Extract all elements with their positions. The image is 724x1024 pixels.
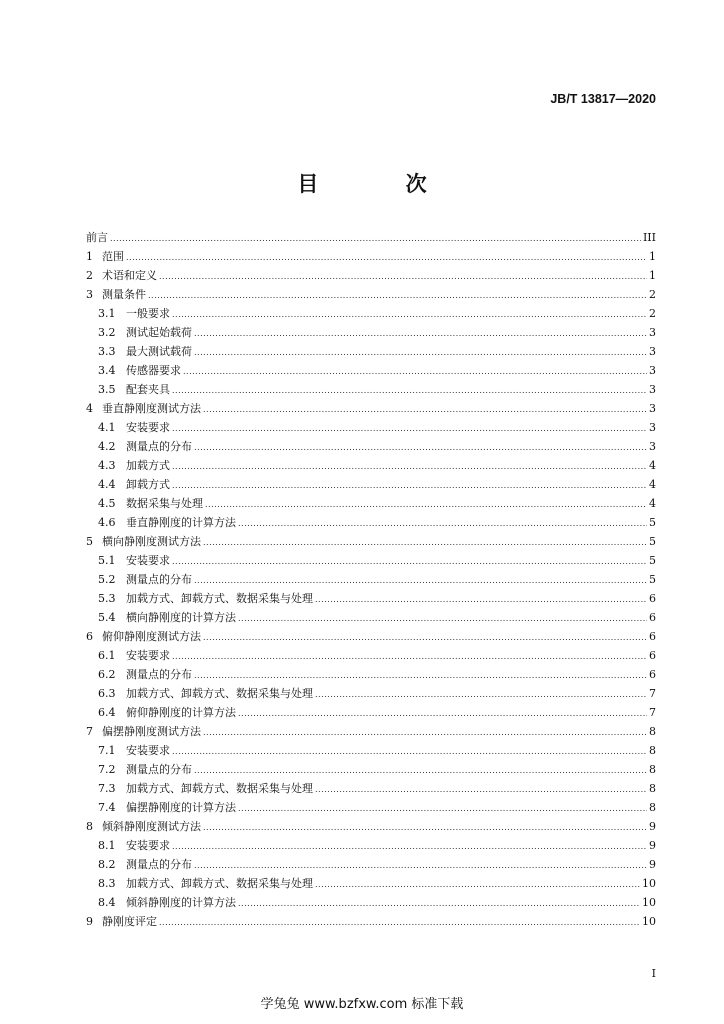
toc-leader-dots — [205, 495, 647, 514]
toc-leader-dots — [203, 400, 647, 419]
toc-entry-number: 5.2 — [98, 573, 116, 586]
toc-entry-page: 2 — [649, 307, 656, 320]
toc-entry-label: 安装要求 — [126, 554, 170, 567]
toc-leader-dots — [315, 875, 640, 894]
toc-leader-dots — [159, 267, 647, 286]
toc-entry-page: 9 — [649, 820, 656, 833]
toc-entry-number: 3 — [86, 288, 93, 301]
toc-entry-label: 一般要求 — [126, 307, 170, 320]
toc-entry-page: 10 — [642, 877, 656, 890]
toc-entry-page: 5 — [649, 516, 656, 529]
toc-entry-number: 3.3 — [98, 345, 116, 358]
toc-entry-number: 5.4 — [98, 611, 116, 624]
toc-entry-number: 9 — [86, 915, 93, 928]
toc-entry-number: 7.3 — [98, 782, 116, 795]
toc-entry-page: 9 — [649, 858, 656, 871]
toc-entry-page: 8 — [649, 744, 656, 757]
toc-entry-page: 5 — [649, 554, 656, 567]
toc-entry-number: 3.1 — [98, 307, 116, 320]
toc-leader-dots — [238, 514, 647, 533]
toc-entry-page: 3 — [649, 383, 656, 396]
toc-entry[interactable] — [86, 608, 656, 627]
toc-entry-label: 俯仰静刚度测试方法 — [102, 630, 201, 643]
toc-entry[interactable] — [86, 342, 656, 361]
toc-leader-dots — [172, 305, 647, 324]
toc-leader-dots — [172, 381, 647, 400]
toc-entry-number: 4.1 — [98, 421, 116, 434]
toc-entry[interactable] — [86, 836, 656, 855]
toc-leader-dots — [148, 286, 647, 305]
toc-entry-number: 7.4 — [98, 801, 116, 814]
toc-entry-number: 5.3 — [98, 592, 116, 605]
toc-entry-label: 安装要求 — [126, 421, 170, 434]
toc-entry-number: 4.6 — [98, 516, 116, 529]
toc-entry-number: 8.3 — [98, 877, 116, 890]
toc-entry-label: 范围 — [102, 250, 124, 263]
toc-entry-label: 加载方式 — [126, 459, 170, 472]
toc-entry-page: 10 — [642, 896, 656, 909]
toc-entry[interactable] — [86, 418, 656, 437]
toc-entry[interactable] — [86, 703, 656, 722]
toc-entry[interactable] — [86, 399, 656, 418]
toc-entry-page: 5 — [649, 535, 656, 548]
toc-entry[interactable] — [86, 665, 656, 684]
toc-entry[interactable] — [86, 893, 656, 912]
toc-entry-number: 8.2 — [98, 858, 116, 871]
toc-entry[interactable] — [86, 627, 656, 646]
toc-leader-dots — [194, 856, 647, 875]
toc-leader-dots — [172, 476, 647, 495]
toc-entry-page: 8 — [649, 801, 656, 814]
toc-leader-dots — [194, 324, 647, 343]
toc-leader-dots — [172, 647, 647, 666]
toc-entry[interactable] — [86, 437, 656, 456]
toc-entry[interactable] — [86, 798, 656, 817]
toc-leader-dots — [172, 552, 647, 571]
toc-entry-page: 4 — [649, 478, 656, 491]
toc-leader-dots — [203, 628, 647, 647]
toc-entry-page: 5 — [649, 573, 656, 586]
toc-leader-dots — [238, 894, 640, 913]
toc-entry-page: 6 — [649, 611, 656, 624]
toc-entry-page: 3 — [649, 421, 656, 434]
toc-leader-dots — [159, 913, 640, 932]
toc-entry-label: 偏摆静刚度测试方法 — [102, 725, 201, 738]
toc-entry-page: 2 — [649, 288, 656, 301]
document-code: JB/T 13817—2020 — [550, 92, 656, 106]
toc-entry-page: 3 — [649, 440, 656, 453]
toc-leader-dots — [172, 457, 647, 476]
toc-entry-label: 测量点的分布 — [126, 573, 192, 586]
toc-leader-dots — [172, 742, 647, 761]
toc-entry[interactable] — [86, 741, 656, 760]
toc-entry[interactable] — [86, 589, 656, 608]
toc-entry-label: 加载方式、卸载方式、数据采集与处理 — [126, 782, 313, 795]
toc-entry-number: 5.1 — [98, 554, 116, 567]
toc-entry-label: 垂直静刚度的计算方法 — [126, 516, 236, 529]
toc-title: 目 次 — [297, 172, 467, 196]
toc-entry-label: 配套夹具 — [126, 383, 170, 396]
toc-entry[interactable] — [86, 817, 656, 836]
toc-entry[interactable] — [86, 912, 656, 931]
toc-entry-page: 3 — [649, 345, 656, 358]
toc-leader-dots — [203, 818, 647, 837]
toc-entry-number: 7.2 — [98, 763, 116, 776]
toc-entry-label: 横向静刚度的计算方法 — [126, 611, 236, 624]
toc-entry-label: 数据采集与处理 — [126, 497, 203, 510]
toc-entry-label: 测量点的分布 — [126, 668, 192, 681]
toc-entry-number: 6.4 — [98, 706, 116, 719]
toc-entry-number: 5 — [86, 535, 93, 548]
toc-entry-number: 4.2 — [98, 440, 116, 453]
toc-entry-number: 6.2 — [98, 668, 116, 681]
toc-entry-number: 7 — [86, 725, 93, 738]
toc-entry-label: 俯仰静刚度的计算方法 — [126, 706, 236, 719]
toc-entry-page: 6 — [649, 630, 656, 643]
toc-entry[interactable] — [86, 247, 656, 266]
toc-entry-number: 6.1 — [98, 649, 116, 662]
toc-entry-page: 1 — [649, 269, 656, 282]
toc-entry-page: 6 — [649, 592, 656, 605]
toc-leader-dots — [172, 837, 647, 856]
toc-entry-page: 1 — [649, 250, 656, 263]
toc-entry-number: 3.2 — [98, 326, 116, 339]
toc-entry-number: 8.4 — [98, 896, 116, 909]
toc-entry-label: 加载方式、卸载方式、数据采集与处理 — [126, 687, 313, 700]
toc-entry-page: 8 — [649, 782, 656, 795]
toc-entry-label: 测量条件 — [102, 288, 146, 301]
toc-leader-dots — [238, 704, 647, 723]
toc-entry[interactable] — [86, 380, 656, 399]
toc-entry[interactable] — [86, 532, 656, 551]
toc-entry[interactable] — [86, 760, 656, 779]
toc-entry[interactable] — [86, 874, 656, 893]
toc-entry[interactable] — [86, 551, 656, 570]
toc-entry[interactable] — [86, 266, 656, 285]
toc-entry-number: 4.4 — [98, 478, 116, 491]
toc-entry-label: 测量点的分布 — [126, 763, 192, 776]
toc-entry-number: 3.4 — [98, 364, 116, 377]
toc-entry[interactable] — [86, 646, 656, 665]
toc-entry[interactable] — [86, 684, 656, 703]
toc-entry-number: 4 — [86, 402, 93, 415]
toc-entry-label: 偏摆静刚度的计算方法 — [126, 801, 236, 814]
toc-entry-label: 测量点的分布 — [126, 858, 192, 871]
toc-entry-number: 1 — [86, 250, 93, 263]
toc-entry-number: 8.1 — [98, 839, 116, 852]
toc-leader-dots — [172, 419, 647, 438]
toc-entry[interactable] — [86, 285, 656, 304]
toc-leader-dots — [238, 799, 647, 818]
toc-entry-page: 8 — [649, 725, 656, 738]
toc-entry-page: 7 — [649, 687, 656, 700]
toc-entry-label: 垂直静刚度测试方法 — [102, 402, 201, 415]
toc-leader-dots — [315, 590, 647, 609]
toc-entry[interactable] — [86, 570, 656, 589]
toc-entry-label: 安装要求 — [126, 839, 170, 852]
toc-entry-page: 3 — [649, 326, 656, 339]
toc-leader-dots — [194, 571, 647, 590]
toc-entry-number: 6 — [86, 630, 93, 643]
toc-entry[interactable] — [86, 513, 656, 532]
toc-entry[interactable] — [86, 361, 656, 380]
toc-leader-dots — [315, 780, 647, 799]
toc-entry[interactable] — [86, 456, 656, 475]
toc-entry-number: 2 — [86, 269, 93, 282]
table-of-contents — [86, 228, 656, 931]
toc-leader-dots — [194, 761, 647, 780]
toc-entry-page: 4 — [649, 497, 656, 510]
toc-entry-page: 10 — [642, 915, 656, 928]
toc-entry-page: 6 — [649, 649, 656, 662]
toc-leader-dots — [110, 229, 641, 248]
toc-entry-number: 3.5 — [98, 383, 116, 396]
toc-entry-label: 测量点的分布 — [126, 440, 192, 453]
toc-entry-number: 4.3 — [98, 459, 116, 472]
toc-entry-number: 6.3 — [98, 687, 116, 700]
toc-entry-label: 卸载方式 — [126, 478, 170, 491]
toc-entry-page: 9 — [649, 839, 656, 852]
toc-entry-label: 测试起始载荷 — [126, 326, 192, 339]
toc-entry-page: 8 — [649, 763, 656, 776]
toc-entry-label: 安装要求 — [126, 744, 170, 757]
toc-entry[interactable] — [86, 475, 656, 494]
toc-entry-label: 最大测试载荷 — [126, 345, 192, 358]
toc-entry-number: 4.5 — [98, 497, 116, 510]
toc-leader-dots — [183, 362, 647, 381]
toc-entry[interactable] — [86, 494, 656, 513]
toc-leader-dots — [126, 248, 647, 267]
toc-entry-number: 7.1 — [98, 744, 116, 757]
toc-entry-label: 安装要求 — [126, 649, 170, 662]
toc-entry[interactable] — [86, 855, 656, 874]
toc-entry-page: 6 — [649, 668, 656, 681]
toc-leader-dots — [203, 533, 647, 552]
toc-entry-label: 横向静刚度测试方法 — [102, 535, 201, 548]
toc-entry[interactable] — [86, 304, 656, 323]
toc-entry-label: 前言 — [86, 231, 108, 244]
toc-leader-dots — [194, 666, 647, 685]
toc-entry-label: 术语和定义 — [102, 269, 157, 282]
toc-entry-label: 传感器要求 — [126, 364, 181, 377]
toc-entry-label: 静刚度评定 — [102, 915, 157, 928]
toc-entry-page: 3 — [649, 402, 656, 415]
toc-entry-label: 倾斜静刚度测试方法 — [102, 820, 201, 833]
toc-leader-dots — [203, 723, 647, 742]
toc-leader-dots — [238, 609, 647, 628]
toc-entry-page: III — [642, 231, 656, 244]
toc-leader-dots — [315, 685, 647, 704]
toc-leader-dots — [194, 343, 647, 362]
toc-entry-page: 3 — [649, 364, 656, 377]
footer-watermark: 学兔兔 www.bzfxw.com 标准下载 — [260, 997, 464, 1012]
toc-entry-label: 倾斜静刚度的计算方法 — [126, 896, 236, 909]
toc-entry-page: 7 — [649, 706, 656, 719]
toc-entry-number: 8 — [86, 820, 93, 833]
toc-entry-label: 加载方式、卸载方式、数据采集与处理 — [126, 592, 313, 605]
toc-entry-label: 加载方式、卸载方式、数据采集与处理 — [126, 877, 313, 890]
toc-entry[interactable] — [86, 228, 656, 247]
toc-entry-page: 4 — [649, 459, 656, 472]
page-number: I — [651, 967, 656, 980]
toc-entry[interactable] — [86, 722, 656, 741]
toc-leader-dots — [194, 438, 647, 457]
toc-entry[interactable] — [86, 323, 656, 342]
toc-entry[interactable] — [86, 779, 656, 798]
